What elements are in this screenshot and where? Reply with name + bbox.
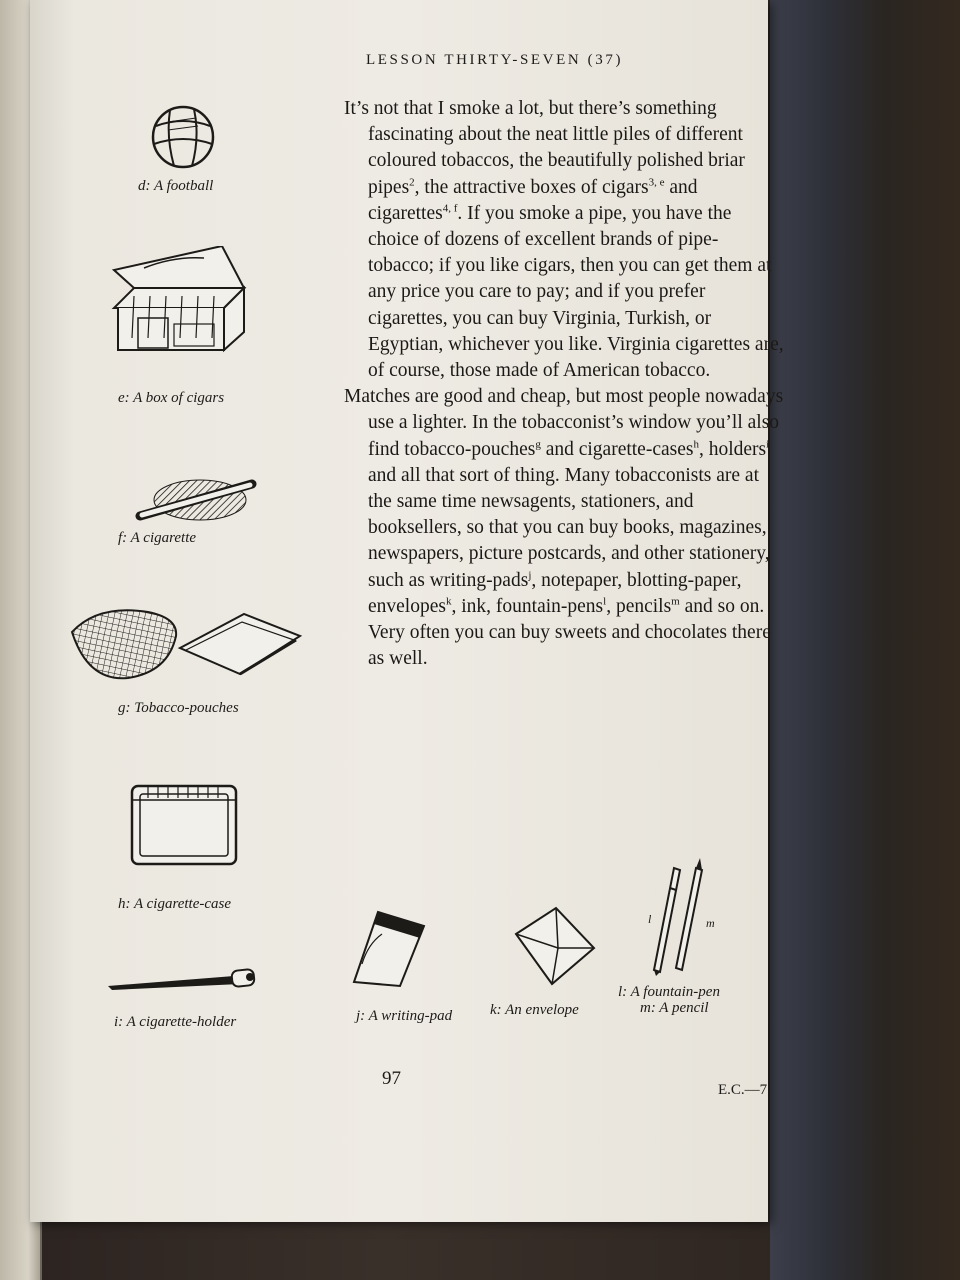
caption-f: f: A cigarette <box>118 530 197 546</box>
tobacco-pouch-icon <box>68 602 308 690</box>
book-page <box>30 0 784 1222</box>
caption-h: h: A cigarette-case <box>118 896 232 912</box>
label-m: m <box>706 916 715 930</box>
caption-g: g: Tobacco-pouches <box>118 700 239 716</box>
book-cover-edge <box>770 0 960 1280</box>
paragraph-1: It’s not that I smoke a lot, but there’s something fascinating about the neat little piles of different coloured tobaccos, the beautifully polished briar pipes$^2$, the attractive boxes of cigars$^{3, e}$ and cigarettes$^{4, f}$. If you smoke a pipe, you have the choice of dozens of excellent brands of pipe-tobacco; if you like cigars, then you can get them at any price you care to pay; and if you prefer cigarettes, you can buy Virginia, Turkish, or Egyptian, whichever you like. Virginia cigarettes are, of course, those made of American tobacco. <box>344 98 784 382</box>
caption-i: i: A cigarette-holder <box>114 1014 237 1030</box>
cigarette-case-icon <box>128 780 240 870</box>
football-icon <box>148 104 218 170</box>
caption-d: d: A football <box>138 178 214 194</box>
cigar-box-icon <box>104 246 254 386</box>
caption-k: k: An envelope <box>490 1002 579 1018</box>
cigarette-icon <box>134 472 264 532</box>
page-number: 97 <box>382 1068 401 1089</box>
running-head: LESSON THIRTY-SEVEN (37) <box>366 52 624 68</box>
writing-pad-icon <box>348 904 428 988</box>
signature-mark: E.C.—7 <box>718 1082 768 1098</box>
cigarette-holder-icon <box>104 964 264 994</box>
lesson-text <box>344 96 784 672</box>
label-l: l <box>648 912 652 926</box>
caption-m: m: A pencil <box>640 1000 709 1016</box>
paragraph-2: Matches are good and cheap, but most people nowadays use a lighter. In the tobacconist’s window you’ll also find tobacco-pouches$^g$ and cigarette-cases$^h$, holders$^i$ and all that sort of thing. Many tobacconists are at the same time newsagents, stationers, and booksellers, so that you can buy books, magazines, newspapers, picture postcards, and other stationery, such as writing-pads$^j$, notepaper, blotting-paper, envelopes$^k$, ink, fountain-pens$^l$, pencils$^m$ and so on. Very often you can buy sweets and chocolates there as well. <box>344 386 784 670</box>
envelope-icon <box>508 904 598 990</box>
caption-e: e: A box of cigars <box>118 390 225 406</box>
caption-j: j: A writing-pad <box>356 1008 453 1024</box>
caption-l: l: A fountain-pen <box>618 984 720 1000</box>
